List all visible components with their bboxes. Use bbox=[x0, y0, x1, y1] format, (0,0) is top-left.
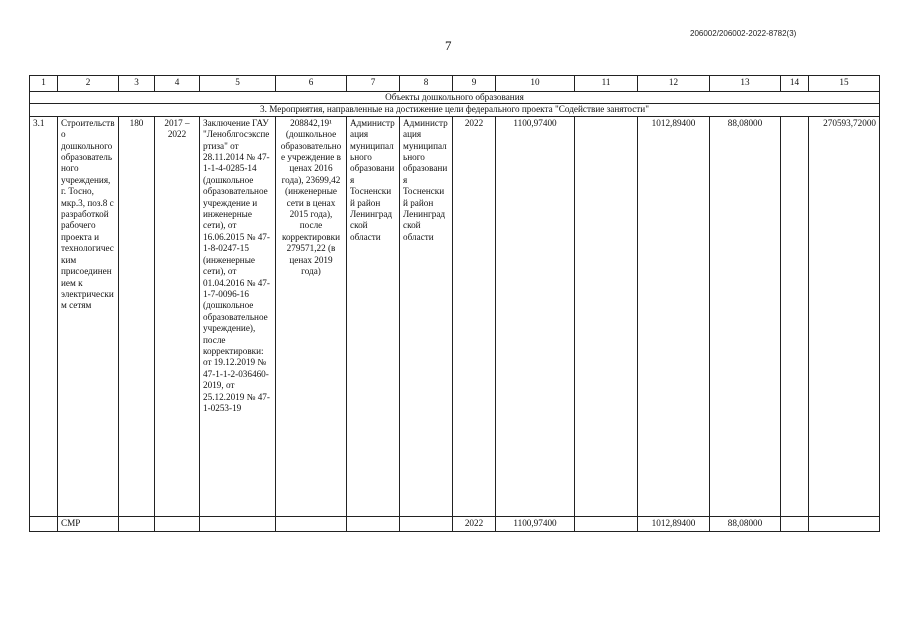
col-header-5: 5 bbox=[200, 76, 276, 92]
other-sources bbox=[781, 116, 809, 516]
expertise-conclusion: Заключение ГАУ "Леноблгосэкспертиза" от 28.11.2014 № 47-1-1-4-0285-14 (дошкольное образовательное учреждение и инженерные сети), от 16.06.2015 № 47-1-8-0247-15 (инженерные сети), от 01.04.2016 № 47-1-7-0096-16 (дошкольное образовательное учреждение), после корректировки: от 19.12.2019 № 47-1-1-2-036460-2019, от 25.12.2019 № 47-1-0253-19 bbox=[200, 116, 276, 516]
col-header-11: 11 bbox=[575, 76, 638, 92]
table-row-smr bbox=[30, 516, 880, 531]
col-header-4: 4 bbox=[155, 76, 200, 92]
smr-label: СМР bbox=[58, 516, 119, 531]
year: 2022 bbox=[453, 116, 496, 516]
subsection-title: 3. Мероприятия, направленные на достижение цели федерального проекта "Содействие занятости" bbox=[30, 104, 880, 116]
local-budget: 88,08000 bbox=[710, 116, 781, 516]
total-amount: 1100,97400 bbox=[496, 116, 575, 516]
smr-local-budget: 88,08000 bbox=[710, 516, 781, 531]
col-header-1: 1 bbox=[30, 76, 58, 92]
responsible-authority: Администрация муниципального образования Тосненский район Ленинградской области bbox=[347, 116, 400, 516]
section-row bbox=[30, 92, 880, 104]
col-header-12: 12 bbox=[638, 76, 710, 92]
col-header-13: 13 bbox=[710, 76, 781, 92]
object-name: Строительство дошкольного образовательного учреждения, г. Тосно, мкр.3, поз.8 с разработкой рабочего проекта и технологическим присоединением к электрическим сетям bbox=[58, 116, 119, 516]
table-row bbox=[30, 116, 880, 516]
estimated-cost: 208842,19¹ (дошкольное образовательное учреждение в ценах 2016 года), 23699,42 (инженерные сети в ценах 2015 года), после корректировки 279571,22 (в ценах 2019 года) bbox=[276, 116, 347, 516]
col-header-3: 3 bbox=[119, 76, 155, 92]
subsection-row bbox=[30, 104, 880, 116]
smr-year: 2022 bbox=[453, 516, 496, 531]
section-title: Объекты дошкольного образования bbox=[30, 92, 880, 104]
customer: Администрация муниципального образования Тосненский район Ленинградской области bbox=[400, 116, 453, 516]
remaining-cost: 270593,72000 bbox=[809, 116, 880, 516]
regional-budget: 1012,89400 bbox=[638, 116, 710, 516]
column-number-row bbox=[30, 76, 880, 92]
smr-regional-budget: 1012,89400 bbox=[638, 516, 710, 531]
row-number: 3.1 bbox=[30, 116, 58, 516]
page-number: 7 bbox=[445, 38, 452, 53]
col-header-6: 6 bbox=[276, 76, 347, 92]
federal-budget bbox=[575, 116, 638, 516]
capacity: 180 bbox=[119, 116, 155, 516]
col-header-2: 2 bbox=[58, 76, 119, 92]
col-header-10: 10 bbox=[496, 76, 575, 92]
col-header-7: 7 bbox=[347, 76, 400, 92]
col-header-15: 15 bbox=[809, 76, 880, 92]
program-table bbox=[29, 75, 880, 532]
construction-period: 2017 – 2022 bbox=[155, 116, 200, 516]
col-header-14: 14 bbox=[781, 76, 809, 92]
smr-total-amount: 1100,97400 bbox=[496, 516, 575, 531]
col-header-9: 9 bbox=[453, 76, 496, 92]
document-number: 206002/206002-2022-8782(3) bbox=[690, 29, 797, 38]
col-header-8: 8 bbox=[400, 76, 453, 92]
